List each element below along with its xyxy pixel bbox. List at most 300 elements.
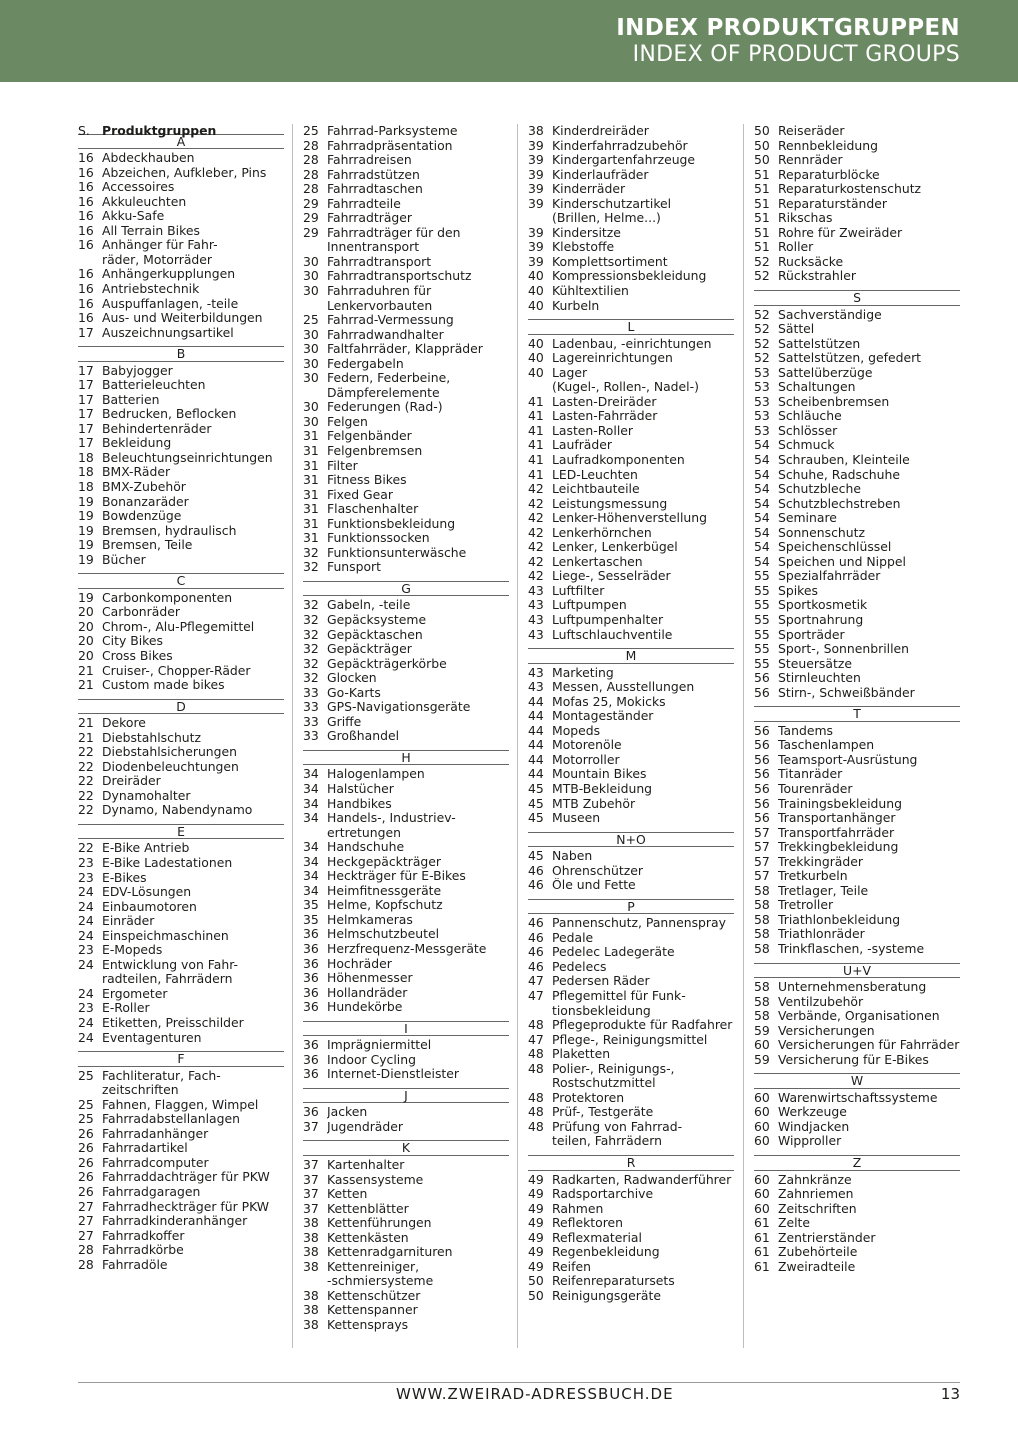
footer-url[interactable]: WWW.ZWEIRAD-ADRESSBUCH.DE xyxy=(396,1385,674,1403)
index-entry xyxy=(754,724,960,739)
entry-name: Diebstahlschutz xyxy=(102,730,202,745)
entry-page: 31 xyxy=(303,530,319,546)
entry-name: Etiketten, Preisschilder xyxy=(102,1016,244,1031)
index-entry xyxy=(303,700,509,715)
index-entry xyxy=(528,255,734,270)
index-entry xyxy=(78,1016,284,1031)
index-entry xyxy=(754,380,960,395)
entry-name: Regenbekleidung xyxy=(552,1245,660,1260)
index-entry xyxy=(78,524,284,539)
entry-name: Einspeichmaschinen xyxy=(102,928,229,943)
entry-name: Radkarten, Radwanderführer xyxy=(552,1172,732,1187)
entry-name: Kinderschutzartikel xyxy=(552,196,672,211)
index-entry xyxy=(303,502,509,517)
entry-name: Lenkertaschen xyxy=(552,554,643,569)
entry-page: 25 xyxy=(78,1067,94,1083)
index-entry xyxy=(528,1187,734,1202)
entry-name: Batterien xyxy=(102,392,160,407)
entry-page: 38 xyxy=(303,1316,319,1332)
entry-name: Handbikes xyxy=(327,796,392,811)
entry-name: Go-Karts xyxy=(327,685,381,700)
entry-page: 56 xyxy=(754,737,770,753)
index-entry xyxy=(78,1127,284,1142)
entry-name: Gepäckträger xyxy=(327,642,412,657)
index-entry xyxy=(303,1274,509,1289)
entry-page: 44 xyxy=(528,751,544,767)
index-entry xyxy=(303,957,509,972)
index-entry xyxy=(528,1018,734,1033)
entry-name: Kinderfahrradzubehör xyxy=(552,138,688,153)
entry-name: Schuhe, Radschuhe xyxy=(778,467,900,482)
index-entry xyxy=(528,269,734,284)
index-entry xyxy=(754,555,960,570)
index-entry xyxy=(528,878,734,893)
index-entry xyxy=(78,841,284,856)
entry-page: 36 xyxy=(303,1051,319,1067)
entry-name: Sachverständige xyxy=(778,307,882,322)
index-entry xyxy=(78,436,284,451)
entry-name: Kettenreiniger, xyxy=(327,1259,420,1274)
entry-page: 23 xyxy=(78,1000,94,1016)
entry-name: Steuersätze xyxy=(778,656,852,671)
index-entry xyxy=(78,789,284,804)
entry-name: Kettenradgarnituren xyxy=(327,1245,453,1260)
index-entry xyxy=(78,885,284,900)
index-entry xyxy=(303,371,509,386)
index-entry xyxy=(78,972,284,987)
index-entry xyxy=(528,738,734,753)
entry-name: Spezialfahrräder xyxy=(778,569,881,584)
entry-name: Fahrradkinderanhänger xyxy=(102,1214,248,1229)
entry-name: Sportnahrung xyxy=(778,613,864,627)
entry-page: 39 xyxy=(528,195,544,211)
index-entry xyxy=(303,1231,509,1246)
entry-page: 40 xyxy=(528,268,544,284)
entry-name: Sport-, Sonnenbrillen xyxy=(778,642,910,657)
entry-page: 56 xyxy=(754,722,770,738)
index-entry xyxy=(303,328,509,343)
entry-page: 44 xyxy=(528,722,544,738)
index-entry xyxy=(754,240,960,255)
section-letter: R xyxy=(528,1155,734,1171)
index-entry xyxy=(78,465,284,480)
index-entry xyxy=(303,182,509,197)
index-entry xyxy=(528,989,734,1004)
entry-name: Öle und Fette xyxy=(552,878,636,893)
index-entry xyxy=(78,1243,284,1258)
entry-page: 43 xyxy=(528,597,544,613)
entry-name: Luftfilter xyxy=(552,583,605,598)
entry-page: 22 xyxy=(78,840,94,856)
index-entry xyxy=(78,634,284,649)
section-letter: C xyxy=(78,573,284,589)
entry-page: 24 xyxy=(78,927,94,943)
entry-name: Radsportarchive xyxy=(552,1187,654,1202)
entry-page: 46 xyxy=(528,944,544,960)
entry-name: Glocken xyxy=(327,671,377,686)
index-entry xyxy=(528,767,734,782)
index-entry xyxy=(528,299,734,314)
entry-name: Carbonräder xyxy=(102,605,180,620)
entry-page: 41 xyxy=(528,408,544,424)
entry-page: 16 xyxy=(78,150,94,166)
entry-page: 42 xyxy=(528,510,544,526)
entry-page: 57 xyxy=(754,868,770,884)
entry-page: 54 xyxy=(754,539,770,555)
index-entry xyxy=(78,1098,284,1113)
entry-name: City Bikes xyxy=(102,634,163,649)
entry-name: Dynamohalter xyxy=(102,788,191,803)
entry-page: 53 xyxy=(754,408,770,424)
index-entry xyxy=(528,482,734,497)
entry-page: 30 xyxy=(303,283,319,299)
entry-page: 32 xyxy=(303,626,319,642)
index-entry xyxy=(78,1200,284,1215)
entry-page: 26 xyxy=(78,1169,94,1185)
entry-name: Imprägniermittel xyxy=(327,1038,432,1053)
entry-page: 30 xyxy=(303,268,319,284)
entry-name: Zahnriemen xyxy=(778,1187,854,1202)
index-entry xyxy=(303,284,509,299)
index-entry xyxy=(754,1120,960,1135)
entry-page: 31 xyxy=(303,443,319,459)
entry-page: 28 xyxy=(303,152,319,168)
entry-page: 21 xyxy=(78,715,94,731)
index-entry xyxy=(528,1091,734,1106)
entry-page: 17 xyxy=(78,420,94,436)
entry-name: Fahrradteile xyxy=(327,196,401,211)
entry-name: Federgabeln xyxy=(327,356,404,371)
entry-name: Schrauben, Kleinteile xyxy=(778,452,910,467)
index-entry xyxy=(303,797,509,812)
index-entry xyxy=(303,671,509,686)
entry-name: MTB-Bekleidung xyxy=(552,781,653,796)
entry-name: Bekleidung xyxy=(102,436,172,451)
entry-name: Bücher xyxy=(102,552,146,567)
index-entry xyxy=(754,226,960,241)
entry-page: 47 xyxy=(528,973,544,989)
entry-name: Lenkerhörnchen xyxy=(552,525,652,540)
entry-name: Hundekörbe xyxy=(327,1000,403,1015)
index-entry xyxy=(78,1170,284,1185)
entry-page: 60 xyxy=(754,1104,770,1120)
entry-name: Einräder xyxy=(102,914,155,929)
entry-name: Helmkameras xyxy=(327,912,413,927)
entry-page: 49 xyxy=(528,1171,544,1187)
entry-page: 55 xyxy=(754,612,770,627)
index-entry xyxy=(303,1216,509,1231)
entry-page: 41 xyxy=(528,466,544,482)
entry-name: Bedrucken, Beflocken xyxy=(102,407,237,422)
index-entry xyxy=(528,1120,734,1135)
index-entry xyxy=(303,869,509,884)
entry-page: 20 xyxy=(78,618,94,634)
entry-page: 36 xyxy=(303,940,319,956)
entry-page: 60 xyxy=(754,1089,770,1105)
entry-name: Ladenbau, -einrichtungen xyxy=(552,336,712,351)
entry-name: Fitness Bikes xyxy=(327,473,407,488)
index-entry xyxy=(303,226,509,241)
entry-page: 48 xyxy=(528,1046,544,1062)
entry-name: Halogenlampen xyxy=(327,767,425,782)
index-entry xyxy=(78,480,284,495)
section-letter: K xyxy=(303,1140,509,1156)
index-entry xyxy=(754,584,960,599)
index-entry xyxy=(303,124,509,139)
index-entry xyxy=(303,657,509,672)
entry-name: Rucksäcke xyxy=(778,254,844,269)
entry-name: Felgen xyxy=(327,414,368,429)
entry-name: Fahrradkörbe xyxy=(102,1243,184,1258)
entry-page: 42 xyxy=(528,539,544,555)
entry-page: 49 xyxy=(528,1258,544,1274)
entry-page: 30 xyxy=(303,413,319,429)
entry-name: Messen, Ausstellungen xyxy=(552,680,695,695)
entry-page: 19 xyxy=(78,589,94,605)
index-entry xyxy=(78,209,284,224)
entry-name: Dreiräder xyxy=(102,774,161,789)
index-entry xyxy=(303,729,509,744)
entry-page: 56 xyxy=(754,751,770,767)
entry-page: 30 xyxy=(303,399,319,415)
entry-name: Akku-Safe xyxy=(102,209,165,224)
entry-name: Luftschlauchventile xyxy=(552,627,673,642)
entry-name: Mofas 25, Mokicks xyxy=(552,694,666,709)
index-entry xyxy=(303,767,509,782)
index-entry xyxy=(78,745,284,760)
index-entry xyxy=(303,1303,509,1318)
index-entry xyxy=(528,1134,734,1149)
entry-name: Behindertenräder xyxy=(102,421,212,436)
index-entry xyxy=(754,124,960,139)
entry-name: Kettenkästen xyxy=(327,1230,409,1245)
entry-name: Stirnleuchten xyxy=(778,671,861,686)
index-entry xyxy=(78,958,284,973)
entry-name: Schutzbleche xyxy=(778,482,861,497)
entry-page: 61 xyxy=(754,1244,770,1260)
entry-name: Fahrradreisen xyxy=(327,153,412,168)
index-entry xyxy=(754,211,960,226)
entry-name: Kinderdreiräder xyxy=(552,124,649,138)
entry-page: 17 xyxy=(78,406,94,422)
index-entry xyxy=(78,605,284,620)
entry-name: Fahrradartikel xyxy=(102,1141,188,1156)
entry-page: 48 xyxy=(528,1118,544,1134)
entry-name: Ketten xyxy=(327,1187,368,1202)
entry-name: Funktionssocken xyxy=(327,531,430,546)
entry-page: 47 xyxy=(528,1031,544,1047)
entry-name: Gepäckträgerkörbe xyxy=(327,656,447,671)
entry-name: Rückstrahler xyxy=(778,269,856,284)
entry-page: 34 xyxy=(303,766,319,782)
entry-page: 18 xyxy=(78,449,94,465)
entry-page: 25 xyxy=(303,312,319,328)
index-entry xyxy=(528,1047,734,1062)
entry-name: Naben xyxy=(552,849,593,864)
index-entry xyxy=(754,898,960,913)
entry-name: Fahrradpräsentation xyxy=(327,138,453,153)
entry-page: 34 xyxy=(303,868,319,884)
entry-page: 60 xyxy=(754,1171,770,1187)
index-entry xyxy=(528,197,734,212)
entry-page: 56 xyxy=(754,810,770,826)
index-entry xyxy=(303,342,509,357)
entry-page: 51 xyxy=(754,195,770,211)
entry-page: 49 xyxy=(528,1200,544,1216)
index-entry xyxy=(754,642,960,657)
index-entry xyxy=(528,211,734,226)
entry-name: Speichenschlüssel xyxy=(778,540,892,555)
entry-page: 39 xyxy=(528,137,544,153)
entry-page: 33 xyxy=(303,684,319,700)
index-entry xyxy=(754,753,960,768)
index-entry xyxy=(78,649,284,664)
entry-page: 31 xyxy=(303,515,319,531)
entry-name: Eventagenturen xyxy=(102,1030,202,1045)
entry-page: 60 xyxy=(754,1133,770,1149)
index-entry xyxy=(754,811,960,826)
entry-page: 57 xyxy=(754,839,770,855)
index-entry xyxy=(528,409,734,424)
entry-page: 24 xyxy=(78,985,94,1001)
entry-name: Teamsport-Ausrüstung xyxy=(778,752,918,767)
entry-name: Sonnenschutz xyxy=(778,525,865,540)
column-divider xyxy=(517,124,518,1348)
entry-page: 37 xyxy=(303,1186,319,1202)
entry-name: Kindersitze xyxy=(552,225,621,240)
index-entry xyxy=(528,366,734,381)
index-entry xyxy=(754,613,960,628)
entry-name: Tandems xyxy=(778,723,833,738)
index-entry xyxy=(754,995,960,1010)
index-entry xyxy=(528,724,734,739)
index-entry xyxy=(78,253,284,268)
entry-page: 22 xyxy=(78,773,94,789)
entry-name: Schlösser xyxy=(778,423,838,438)
index-entry xyxy=(78,987,284,1002)
index-entry xyxy=(528,666,734,681)
index-entry xyxy=(528,1173,734,1188)
entry-name: Zentrierständer xyxy=(778,1230,876,1245)
index-entry xyxy=(78,538,284,553)
index-entry xyxy=(754,738,960,753)
entry-page: 38 xyxy=(303,1215,319,1231)
entry-name: Lagereinrichtungen xyxy=(552,351,673,366)
entry-page: 56 xyxy=(754,780,770,796)
entry-page: 32 xyxy=(303,597,319,613)
entry-name: Marketing xyxy=(552,665,614,680)
entry-page: 38 xyxy=(303,1258,319,1274)
entry-page: 40 xyxy=(528,283,544,299)
entry-page: 24 xyxy=(78,1029,94,1045)
entry-name: Windjacken xyxy=(778,1119,850,1134)
entry-name: Liege-, Sesselräder xyxy=(552,569,671,584)
entry-page: 16 xyxy=(78,295,94,311)
entry-page: 32 xyxy=(303,612,319,627)
entry-name: Lenkervorbauten xyxy=(327,298,433,313)
index-entry xyxy=(303,255,509,270)
entry-name: Tretroller xyxy=(778,898,834,913)
entry-name: Handels-, Industriev- xyxy=(327,811,456,826)
entry-name: Reinigungsgeräte xyxy=(552,1288,661,1303)
section-letter: B xyxy=(78,346,284,362)
entry-page: 42 xyxy=(528,553,544,569)
entry-page: 36 xyxy=(303,970,319,986)
entry-name: E-Bike Ladestationen xyxy=(102,856,233,871)
index-entry xyxy=(78,422,284,437)
entry-page: 17 xyxy=(78,324,94,340)
entry-name: Diodenbeleuchtungen xyxy=(102,759,239,774)
entry-page: 24 xyxy=(78,1015,94,1031)
index-entry xyxy=(528,511,734,526)
entry-name: zeitschriften xyxy=(102,1083,179,1098)
index-entry xyxy=(303,459,509,474)
index-entry xyxy=(303,1260,509,1275)
entry-page: 22 xyxy=(78,744,94,760)
entry-name: Transportfahrräder xyxy=(778,825,895,840)
entry-page: 16 xyxy=(78,164,94,180)
entry-name: Fahrradkoffer xyxy=(102,1228,185,1243)
index-entry xyxy=(303,1000,509,1015)
entry-page: 28 xyxy=(303,137,319,153)
entry-name: Fahrradtransportschutz xyxy=(327,269,472,284)
section-letter: P xyxy=(528,899,734,915)
entry-name: Rostschutzmittel xyxy=(552,1076,656,1091)
index-entry xyxy=(78,495,284,510)
index-entry xyxy=(754,657,960,672)
entry-page: 36 xyxy=(303,926,319,942)
entry-page: 17 xyxy=(78,435,94,451)
entry-page: 39 xyxy=(528,181,544,197)
entry-page: 54 xyxy=(754,466,770,482)
entry-name: Fahrraddachträger für PKW xyxy=(102,1170,270,1185)
entry-page: 41 xyxy=(528,393,544,409)
entry-name: Einbaumotoren xyxy=(102,899,197,914)
index-entry xyxy=(754,366,960,381)
entry-name: Kettenspanner xyxy=(327,1303,418,1318)
index-entry xyxy=(528,424,734,439)
entry-name: Mopeds xyxy=(552,723,601,738)
entry-page: 45 xyxy=(528,848,544,864)
entry-name: Rennräder xyxy=(778,153,843,168)
index-column-4 xyxy=(754,124,960,1274)
index-entry xyxy=(528,709,734,724)
index-entry xyxy=(78,803,284,818)
entry-page: 35 xyxy=(303,897,319,913)
entry-page: 48 xyxy=(528,1104,544,1120)
index-entry xyxy=(754,797,960,812)
entry-name: Fahrradtransport xyxy=(327,254,432,269)
entry-name: Prüfung von Fahrrad- xyxy=(552,1119,683,1134)
index-entry xyxy=(303,429,509,444)
entry-name: Speichen und Nippel xyxy=(778,554,906,569)
index-entry xyxy=(754,322,960,337)
index-entry xyxy=(528,226,734,241)
index-entry xyxy=(303,811,509,826)
index-entry xyxy=(528,1274,734,1289)
page-title: INDEX PRODUKTGRUPPEN xyxy=(616,15,960,41)
entry-page: 19 xyxy=(78,522,94,538)
entry-page: 22 xyxy=(78,787,94,803)
entry-page: 42 xyxy=(528,524,544,540)
entry-name: EDV-Lösungen xyxy=(102,885,192,900)
index-entry xyxy=(754,482,960,497)
entry-name: Abzeichen, Aufkleber, Pins xyxy=(102,165,267,180)
index-entry xyxy=(78,774,284,789)
index-entry xyxy=(754,540,960,555)
entry-page: 54 xyxy=(754,495,770,511)
index-entry xyxy=(754,337,960,352)
